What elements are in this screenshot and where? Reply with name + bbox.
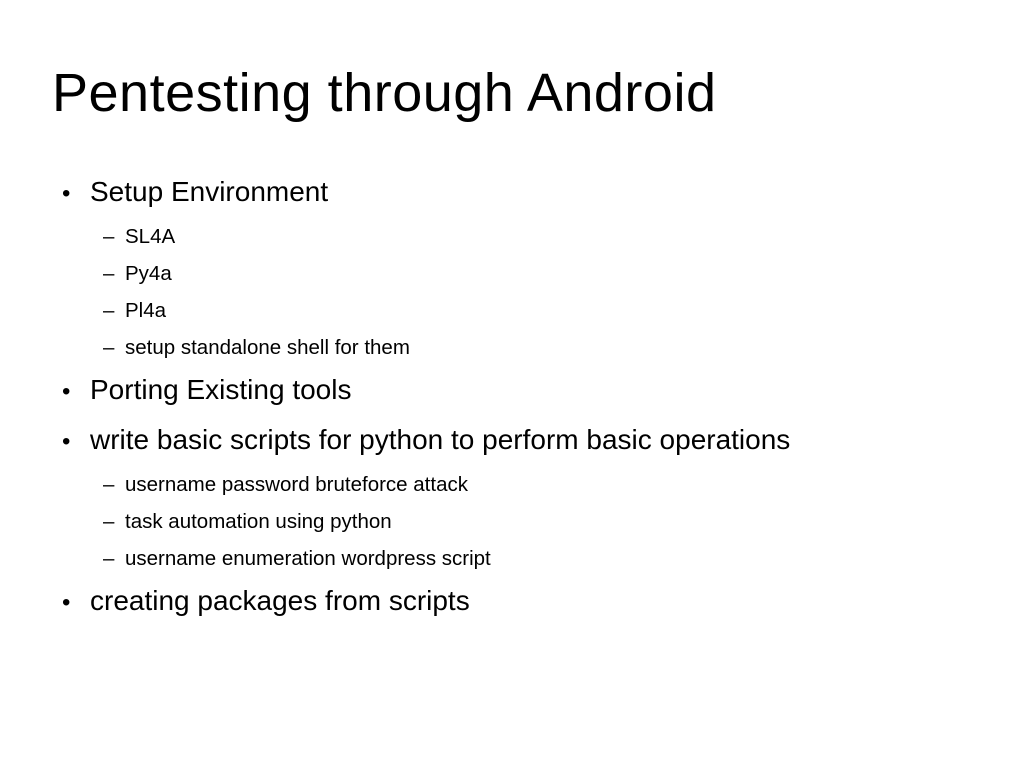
- bullet-icon: •: [62, 378, 71, 405]
- dash-icon: –: [103, 473, 115, 496]
- sub-bullet-item: [0, 329, 1004, 366]
- sub-bullet-item: [0, 255, 1004, 292]
- bullet-text: Py4a: [125, 262, 172, 285]
- slide-title: Pentesting through Android: [52, 63, 717, 123]
- sub-bullet-item: [0, 503, 1004, 540]
- dash-icon: –: [103, 547, 115, 570]
- bullet-text: username password bruteforce attack: [125, 473, 468, 496]
- bullet-text: Setup Environment: [90, 176, 329, 207]
- bullet-text: setup standalone shell for them: [125, 336, 410, 359]
- sub-bullet-item: [0, 540, 1004, 577]
- dash-icon: –: [103, 510, 115, 533]
- bullet-item: [0, 168, 1004, 218]
- bullet-list: [0, 168, 1004, 627]
- bullet-text: task automation using python: [125, 510, 392, 533]
- bullet-text: username enumeration wordpress script: [125, 547, 491, 570]
- bullet-icon: •: [62, 180, 71, 207]
- bullet-text: SL4A: [125, 225, 176, 248]
- bullet-text: creating packages from scripts: [90, 585, 470, 616]
- bullet-icon: •: [62, 428, 71, 455]
- sub-bullet-item: [0, 218, 1004, 255]
- bullet-item: [0, 366, 1004, 416]
- sub-bullet-item: [0, 292, 1004, 329]
- bullet-text: write basic scripts for python to perform basic operations: [90, 424, 791, 455]
- dash-icon: –: [103, 225, 115, 248]
- bullet-text: Pl4a: [125, 299, 167, 322]
- bullet-item: [0, 416, 1004, 466]
- dash-icon: –: [103, 299, 115, 322]
- bullet-icon: •: [62, 589, 71, 616]
- bullet-item: [0, 577, 1004, 627]
- bullet-text: Porting Existing tools: [90, 374, 352, 405]
- sub-bullet-item: [0, 466, 1004, 503]
- dash-icon: –: [103, 262, 115, 285]
- dash-icon: –: [103, 336, 115, 359]
